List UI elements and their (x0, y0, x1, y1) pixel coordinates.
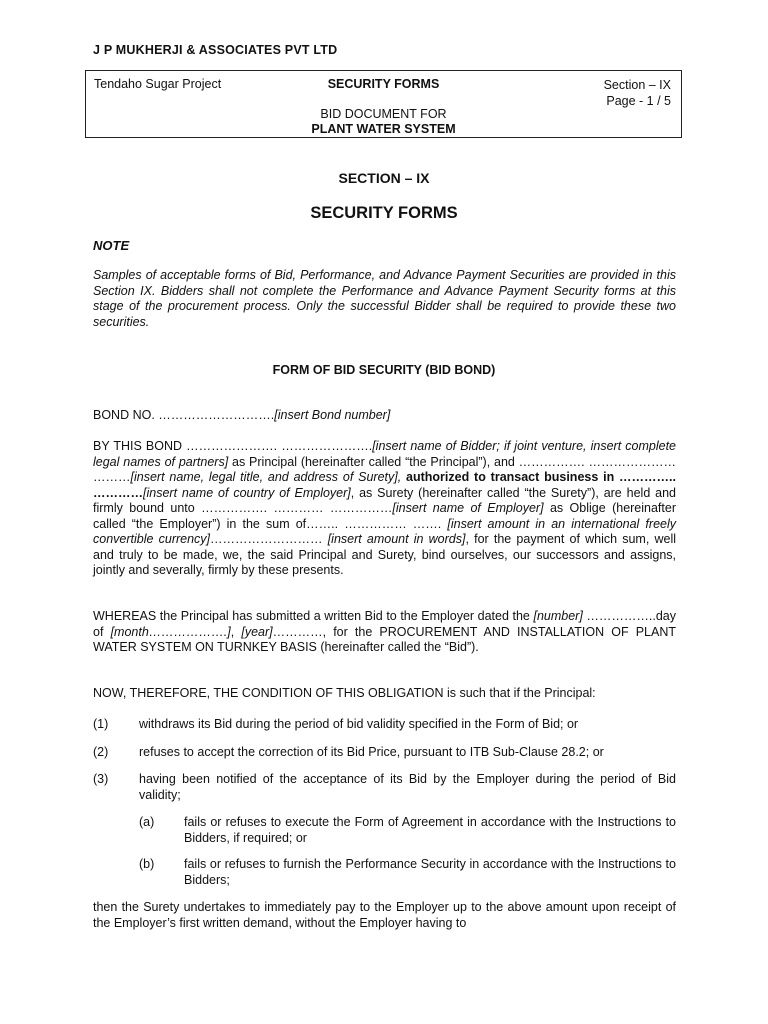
bid-security-title: FORM OF BID SECURITY (BID BOND) (272, 363, 496, 377)
sub-item-number: (a) (139, 815, 155, 829)
bond-hint-d: [insert name, legal title, and address of Surety], (130, 470, 402, 484)
bond-text-a: BY THIS BOND …………………. …………………. (93, 439, 373, 453)
whereas-paragraph (93, 609, 676, 656)
list-item-text: refuses to accept the correction of its Bid Price, pursuant to ITB Sub-Clause 28.2; or (139, 745, 604, 759)
header-section: Section – IX (603, 78, 671, 92)
whereas-text-e: , (230, 624, 242, 639)
note-paragraph: Samples of acceptable forms of Bid, Performance, and Advance Payment Securities are provided in this Section IX. Bidders shall not complete the Performance and Advance Payment Security forms at this stage of the procurement process. Only the successful Bidder shall be required to provide these two securities. (93, 268, 676, 329)
bond-paragraph (93, 439, 676, 579)
bond-text-g: , as Surety (hereinafter called “the Surety”), are held and firmly bound unto ……………. ………… …………… (93, 485, 676, 515)
section-heading: SECTION – IX (338, 170, 430, 186)
header-doc-line2: PLANT WATER SYSTEM (311, 122, 456, 136)
bond-text-e: authorized to transact business in ………….. ………… (93, 470, 676, 500)
whereas-hint-d: [month……………….] (110, 624, 231, 639)
note-label: NOTE (93, 238, 130, 253)
list-item-text: having been notified of the acceptance of its Bid by the Employer during the period of Bid validity; (139, 772, 676, 802)
bond-text-c: as Principal (hereinafter called “the Principal”), and ……………. ………………… ……… (93, 454, 676, 484)
list-item-number: (2) (93, 745, 109, 759)
sub-item-number: (b) (139, 857, 155, 871)
header-page-number: Page - 1 / 5 (606, 94, 671, 108)
bond-text-k: ……………………… (210, 532, 328, 546)
bond-number-line (93, 408, 676, 424)
surety-paragraph: then the Surety undertakes to immediately pay to the Employer up to the above amount upon receipt of the Employer’s first written demand, without the Employer having to (93, 900, 676, 930)
sub-item-text: fails or refuses to furnish the Performance Security in accordance with the Instructions to Bidders; (184, 857, 676, 887)
whereas-text-a: WHEREAS the Principal has submitted a written Bid to the Employer dated the (93, 609, 534, 623)
whereas-hint-f: [year] (241, 624, 273, 639)
sub-item-text: fails or refuses to execute the Form of Agreement in accordance with the Instructions to Bidders, if required; or (184, 815, 676, 845)
bond-number-hint: [insert Bond number] (274, 408, 391, 422)
main-title: SECURITY FORMS (310, 204, 458, 222)
list-item-number: (3) (93, 772, 109, 786)
list-item-text: withdraws its Bid during the period of bid validity specified in the Form of Bid; or (139, 717, 579, 731)
project-name: Tendaho Sugar Project (94, 77, 222, 91)
whereas-text-g: …………, for the PROCUREMENT AND INSTALLATION OF PLANT WATER SYSTEM ON TURNKEY BASIS (hereinafter called the “Bid”). (93, 624, 676, 654)
bond-text-m: , for the payment of which sum, well and truly to be made, we, the said Principal and Surety, bind ourselves, our successors and assigns, jointly and severally, firmly by these presents. (93, 532, 677, 577)
bond-hint-f: [insert name of country of Employer] (143, 485, 351, 500)
whereas-text-c: ……………..day of (93, 609, 676, 639)
condition-paragraph: NOW, THEREFORE, THE CONDITION OF THIS OBLIGATION is such that if the Principal: (93, 686, 596, 700)
header-doc-line1: BID DOCUMENT FOR (320, 107, 447, 121)
company-name: J P MUKHERJI & ASSOCIATES PVT LTD (93, 43, 338, 57)
bond-number-text: BOND NO. ………………………. (93, 408, 275, 422)
bond-hint-b: [insert name of Bidder; if joint venture, insert complete legal names of partners] (93, 439, 676, 469)
list-item-number: (1) (93, 717, 109, 731)
header-forms-title: SECURITY FORMS (327, 77, 440, 91)
document-header-box (85, 70, 682, 138)
bond-hint-l: [insert amount in words] (327, 532, 466, 546)
bond-text-i: as Oblige (hereinafter called “the Employer”) in the sum of…….. …………… ……. (93, 501, 676, 531)
bond-hint-h: [insert name of Employer] (392, 501, 544, 515)
section-page-info (604, 77, 671, 109)
bond-hint-j: [insert amount in an international freely convertible currency] (93, 516, 677, 546)
whereas-hint-b: [number] (533, 609, 583, 623)
header-document-title (86, 107, 681, 137)
